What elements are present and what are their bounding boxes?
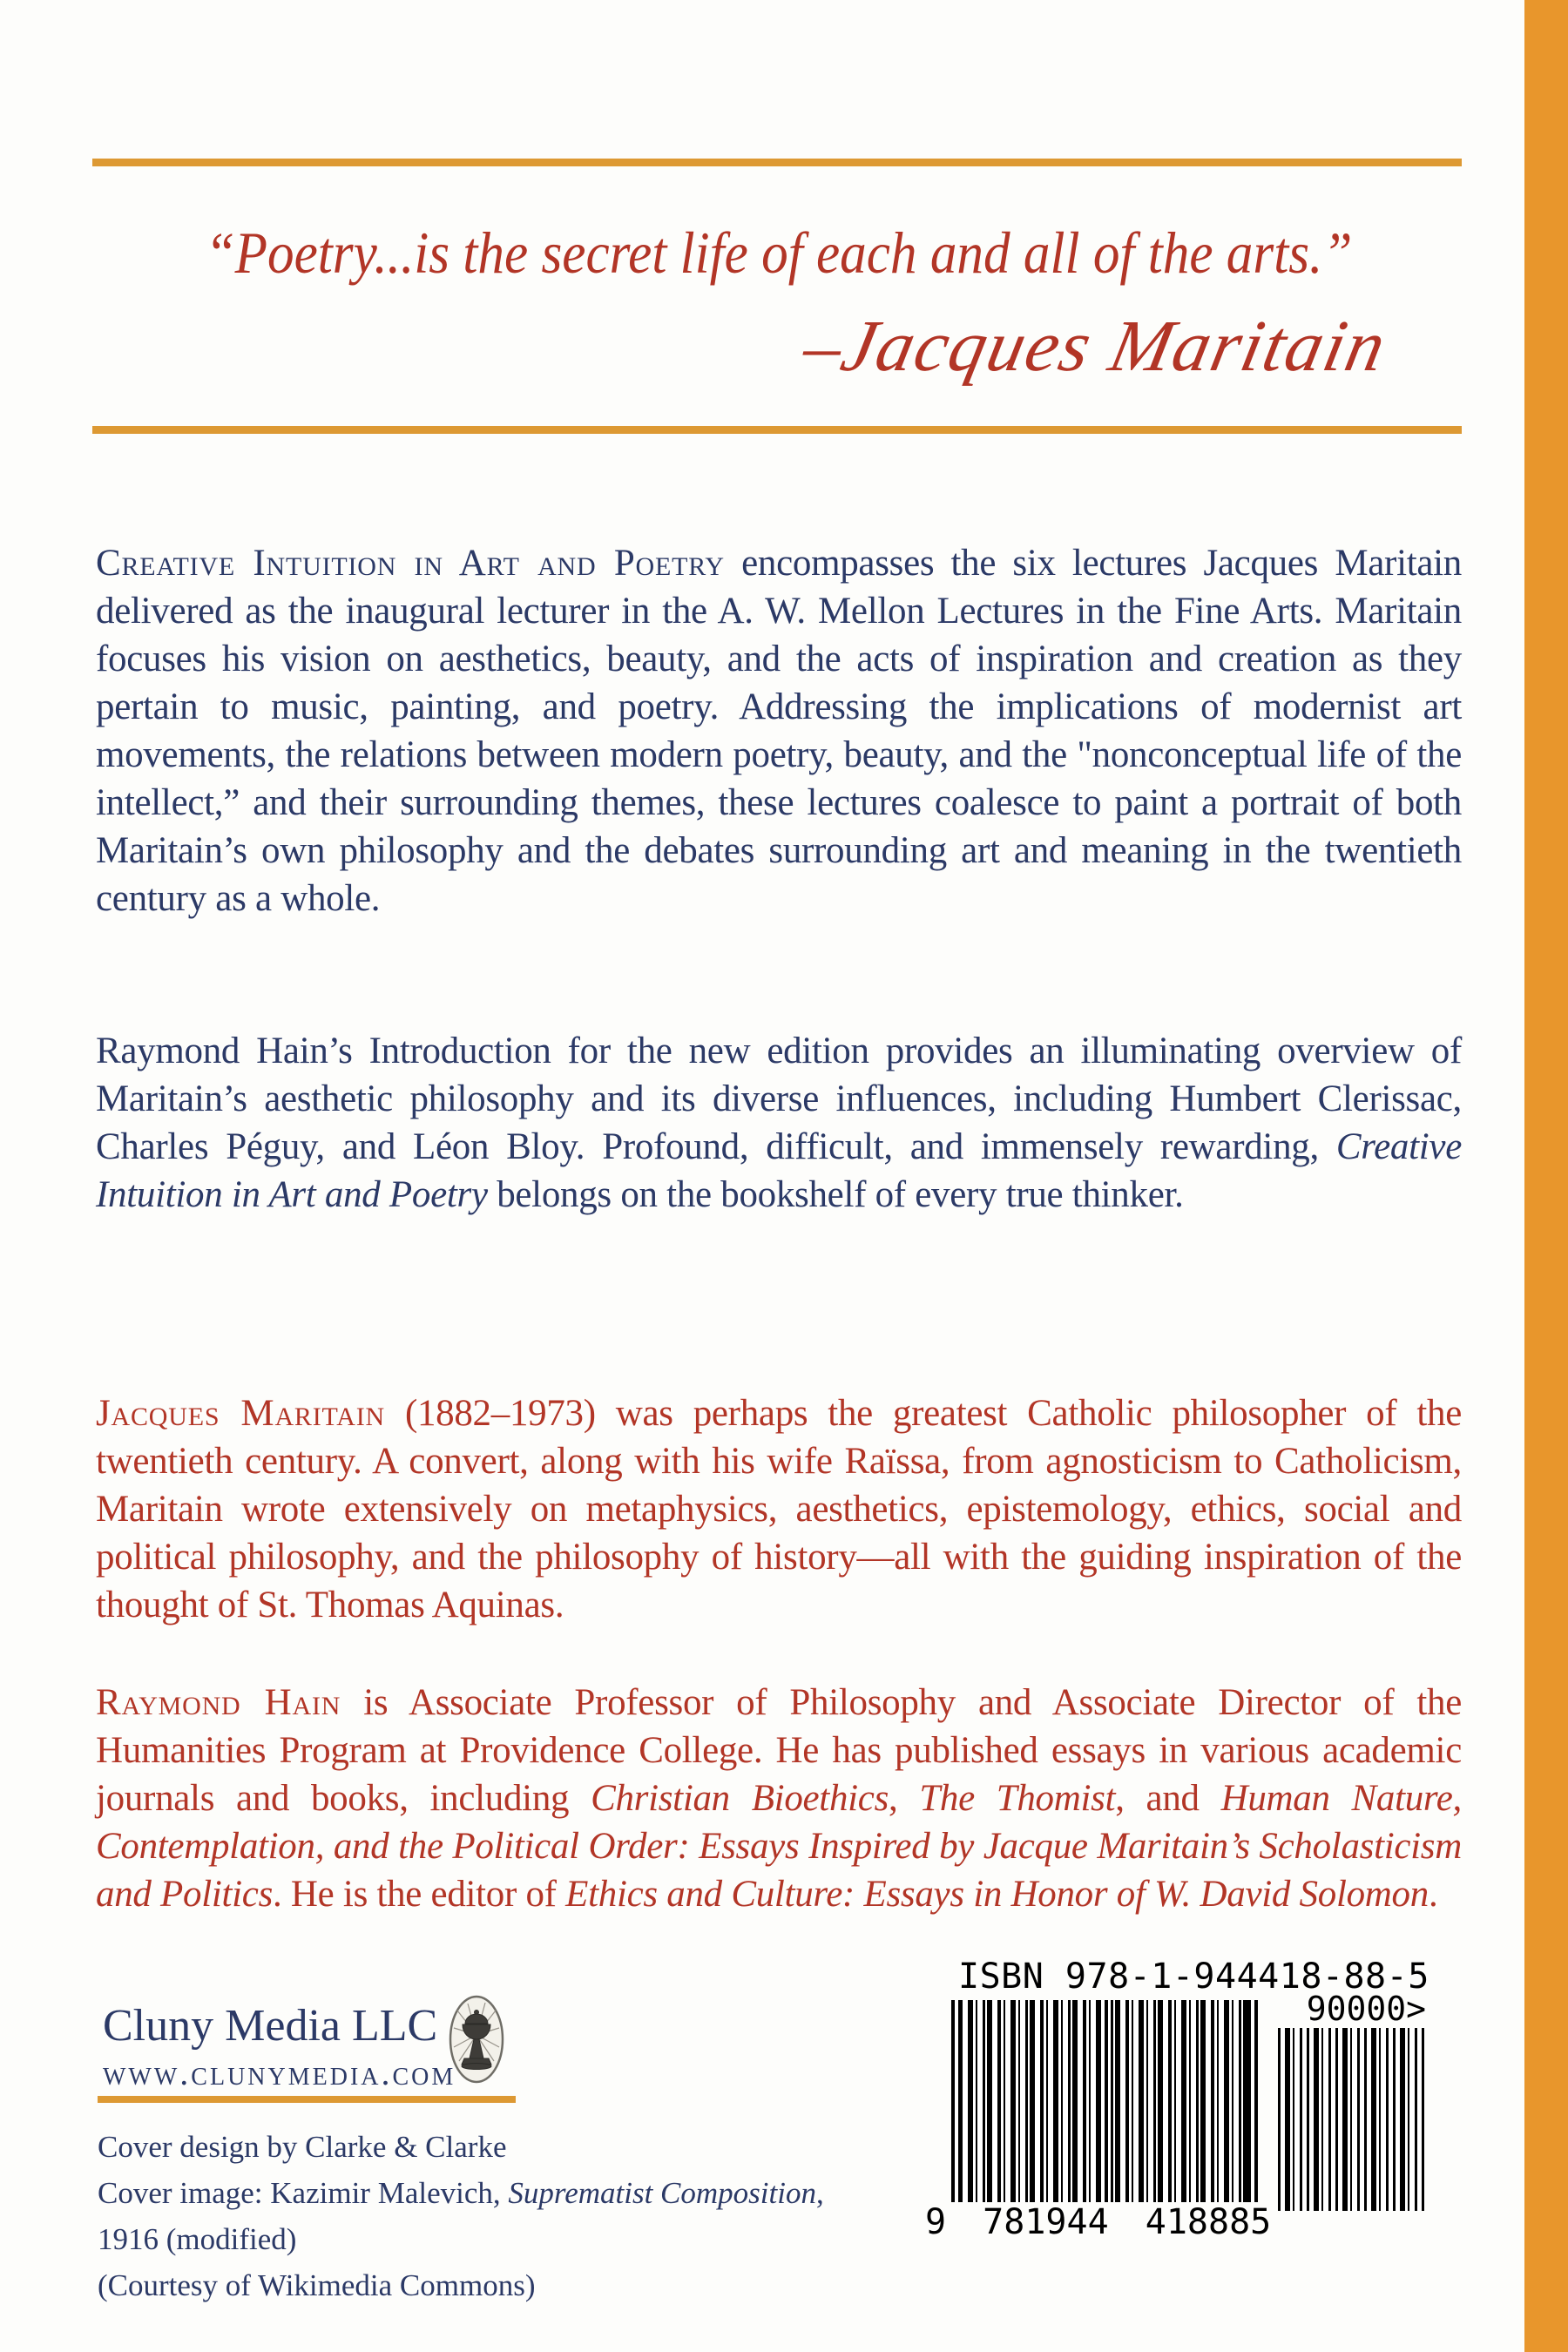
divider-under-quote (92, 426, 1462, 434)
synopsis-paragraph-2 (96, 1027, 1462, 1219)
publisher-website: www.clunymedia.com (103, 2053, 456, 2092)
text-segment: 1916 (modified) (98, 2222, 297, 2256)
text-segment: Creative Intuition in Art and Poetry (96, 1126, 1462, 1215)
text-segment: Ethics and Culture: Essays in Honor of W. David Solomon (565, 1874, 1429, 1915)
text-segment: Christian Bioethics (591, 1778, 889, 1819)
text-segment: Raymond Hain’s Introduction for the new edition provides an illuminating overview of Maritain’s aesthetic philosophy and its diverse influences, including Humbert Clerissac, Charles Péguy, and Léon Bloy. Profound, difficult, and immensely rewarding, (96, 1031, 1462, 1167)
credit-year (98, 2216, 824, 2262)
text-segment: Suprematist Composition (508, 2176, 816, 2210)
text-segment: Raymond Hain (96, 1682, 341, 1723)
text-segment: The Thomist (919, 1778, 1116, 1819)
text-segment: Jacques Maritain (96, 1393, 385, 1434)
author-bio-maritain (96, 1389, 1462, 1629)
credit-design (98, 2124, 824, 2170)
chalice-engraving-icon (449, 1995, 504, 2084)
divider-footer (98, 2096, 516, 2103)
text-segment: encompasses the six lectures Jacques Maritain delivered as the inaugural lecturer in the A. W. Mellon Lectures in the Fine Arts. Maritain focuses his vision on aesthetics, beauty, and the acts of inspiration and creation as they pertain to music, painting, and poetry. Addressing the implications of modernist art movements, the relations between modern poetry, beauty, and the "nonconceptual life of the intellect,” and their surrounding themes, these lectures coalesce to paint a portrait of both Maritain’s own philosophy and the debates surrounding art and meaning in the twentieth century as a whole. (96, 543, 1462, 919)
text-segment: is Associate Professor of Philosophy and Associate Director of the Humanities Program at Providence College. He has published essays in various academic journals and books, including (96, 1682, 1462, 1819)
barcode-price-code: 90000> (1306, 1990, 1426, 2028)
cover-quote: “Poetry...is the secret life of each and all of the arts.” (205, 220, 1353, 286)
text-segment: . (1428, 1874, 1438, 1915)
barcode-guard (1247, 2000, 1258, 2225)
divider-top (92, 159, 1462, 166)
text-segment: Cover design by Clarke & Clarke (98, 2130, 507, 2164)
barcode-guard (1098, 2000, 1108, 2225)
text-segment: Creative Intuition in Art and Poetry (96, 543, 725, 584)
credit-image (98, 2170, 824, 2216)
text-segment: , (815, 2176, 824, 2210)
text-segment: Human Nature, Contemplation, and the Political Order: Essays Inspired by Jacque Maritain’s Scholasticism and Politics (96, 1778, 1463, 1915)
text-segment: . He is the editor of (273, 1874, 566, 1915)
text-segment: , (889, 1778, 920, 1819)
barcode-guard (951, 2000, 962, 2225)
barcode-digits: 9 781944 418885 (922, 2202, 1274, 2242)
text-segment: , and (1115, 1778, 1221, 1819)
text-segment: (Courtesy of Wikimedia Commons) (98, 2268, 536, 2302)
barcode-supplement (1278, 2028, 1424, 2211)
synopsis-paragraph-1 (96, 539, 1462, 923)
editor-bio-hain (96, 1679, 1462, 1918)
quote-attribution: –Jacques Maritain (796, 306, 1395, 387)
credits-block (98, 2124, 824, 2308)
spine-stripe (1524, 0, 1568, 2352)
credit-courtesy (98, 2262, 824, 2308)
text-segment: Cover image: Kazimir Malevich, (98, 2176, 509, 2210)
text-segment: (1882–1973) was perhaps the greatest Catholic philosopher of the twentieth century. A convert, along with his wife Raïssa, from agnosticism to Catholicism, Maritain wrote extensively on metaphysics, aesthetics, epistemology, ethics, social and political philosophy, and the philosophy of history—all with the guiding inspiration of the thought of St. Thomas Aquinas. (96, 1393, 1462, 1625)
publisher-name: Cluny Media LLC (103, 2001, 438, 2051)
text-segment: belongs on the bookshelf of every true thinker. (487, 1174, 1184, 1215)
isbn-label: ISBN 978-1-944418-88-5 (958, 1957, 1429, 1997)
